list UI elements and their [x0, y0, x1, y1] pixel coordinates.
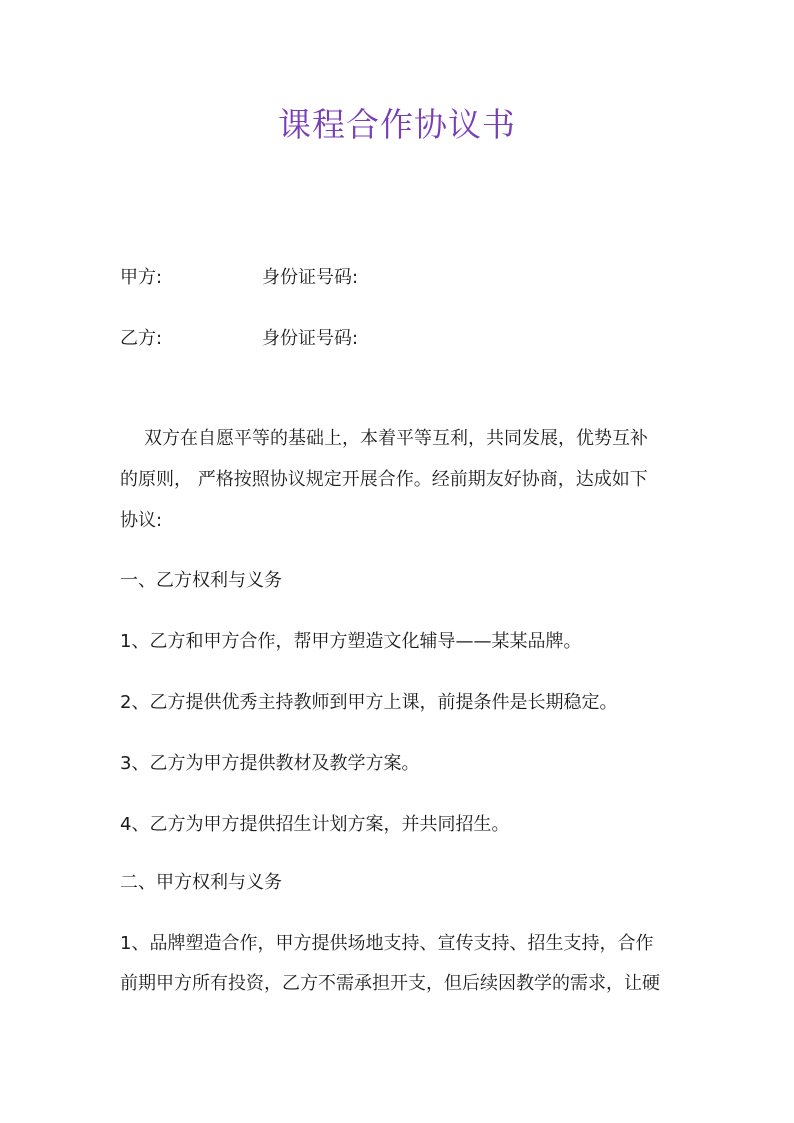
list-item-line: 1、品牌塑造合作，甲方提供场地支持、宣传支持、招生支持，合作 [120, 933, 654, 954]
party-b-id-label: 身份证号码: [262, 328, 359, 349]
party-a-label: 甲方: [120, 267, 163, 288]
party-b-line [120, 326, 358, 352]
section-heading: 二、甲方权利与义务 [120, 872, 282, 893]
document-title: 课程合作协议书 [278, 105, 516, 144]
section-heading: 一、乙方权利与义务 [120, 570, 282, 591]
party-b-label: 乙方: [120, 328, 163, 349]
list-item: 3、乙方为甲方提供教材及教学方案。 [120, 753, 420, 774]
list-item: 2、乙方提供优秀主持教师到甲方上课，前提条件是长期稳定。 [120, 692, 618, 713]
list-item: 4、乙方为甲方提供招生计划方案，并共同招生。 [120, 814, 510, 835]
list-item-line: 前期甲方所有投资，乙方不需承担开支，但后续因教学的需求，让硬 [120, 973, 660, 994]
list-item: 1、乙方和甲方合作，帮甲方塑造文化辅导——某某品牌。 [120, 631, 582, 652]
intro-line: 协议: [120, 510, 163, 531]
party-a-line [120, 265, 358, 291]
party-a-id-label: 身份证号码: [262, 267, 359, 288]
intro-line: 双方在自愿平等的基础上，本着平等互利，共同发展，优势互补 [144, 428, 648, 449]
intro-line: 的原则， 严格按照协议规定开展合作。经前期友好协商，达成如下 [120, 469, 648, 490]
